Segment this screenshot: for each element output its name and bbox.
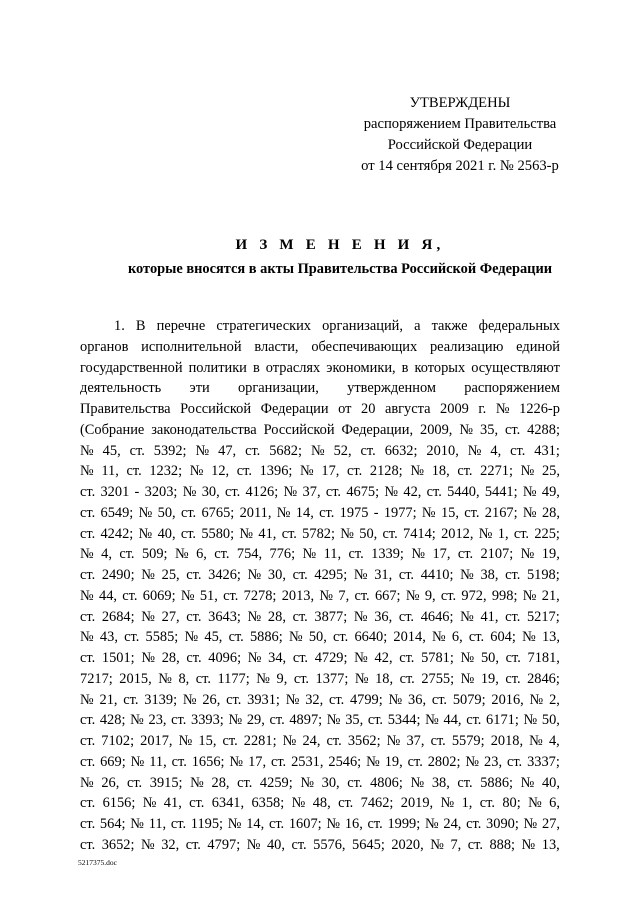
body-line: № 43, ст. 5585; № 45, ст. 5886; № 50, ст. 6640; 2014, № 6, ст. 604; № 13, xyxy=(80,629,560,646)
body-line: ст. 6156; № 41, ст. 6341, 6358; № 48, ст. 7462; 2019, № 1, ст. 80; № 6, xyxy=(80,795,560,812)
document-subtitle: которые вносятся в акты Правительства Российской Федерации xyxy=(127,261,553,277)
approval-line: распоряжением Правительства xyxy=(363,116,557,132)
approval-block xyxy=(330,93,590,177)
body-line: 7217; 2015, № 8, ст. 1177; № 9, ст. 1377; № 18, ст. 2755; № 19, ст. 2846; xyxy=(80,670,560,687)
body-line: № 4, ст. 509; № 6, ст. 754, 776; № 11, ст. 1339; № 17, ст. 2107; № 19, xyxy=(80,546,560,563)
body-line: органов исполнительной власти, обеспечивающих реализацию единой xyxy=(80,338,560,355)
body-line: ст. 3201 - 3203; № 30, ст. 4126; № 37, ст. 4675; № 42, ст. 5440, 5441; № 49, xyxy=(80,484,560,500)
body-line: ст. 6549; № 50, ст. 6765; 2011, № 14, ст. 1975 - 1977; № 15, ст. 2167; № 28, xyxy=(80,504,560,521)
doc-id-footer: 5217375.doc xyxy=(78,858,117,867)
body-line: деятельность эти организации, утвержденном распоряжением xyxy=(80,380,560,397)
document-title: И З М Е Н Е Н И Я, xyxy=(235,237,445,253)
approval-line: от 14 сентября 2021 г. № 2563-р xyxy=(361,158,559,174)
body-line: № 44, ст. 6069; № 51, ст. 7278; 2013, № 7, ст. 667; № 9, ст. 972, 998; № 21, xyxy=(80,587,560,604)
body-line: ст. 428; № 23, ст. 3393; № 29, ст. 4897; № 35, ст. 5344; № 44, ст. 6171; № 50, xyxy=(80,712,560,729)
body-line: № 45, ст. 5392; № 47, ст. 5682; № 52, ст. 6632; 2010, № 4, ст. 431; xyxy=(80,442,560,459)
body-line: № 21, ст. 3139; № 26, ст. 3931; № 32, ст. 4799; № 36, ст. 5079; 2016, № 2, xyxy=(80,691,560,708)
body-line: ст. 669; № 11, ст. 1656; № 17, ст. 2531, 2546; № 19, ст. 2802; № 23, ст. 3337; xyxy=(80,753,560,770)
body-line: Правительства Российской Федерации от 20 августа 2009 г. № 1226-р xyxy=(80,401,560,417)
body-line: ст. 7102; 2017, № 15, ст. 2281; № 24, ст. 3562; № 37, ст. 5579; 2018, № 4, xyxy=(80,733,560,749)
approval-title: УТВЕРЖДЕНЫ xyxy=(409,95,511,111)
body-line: ст. 3652; № 32, ст. 4797; № 40, ст. 5576, 5645; 2020, № 7, ст. 888; № 13, xyxy=(80,836,560,853)
approval-line: Российской Федерации xyxy=(387,137,533,153)
body-line: № 26, ст. 3915; № 28, ст. 4259; № 30, ст. 4806; № 38, ст. 5886; № 40, xyxy=(80,774,560,791)
body-line: (Собрание законодательства Российской Федерации, 2009, № 35, ст. 4288; xyxy=(80,421,560,438)
body-line: ст. 4242; № 40, ст. 5580; № 41, ст. 5782; № 50, ст. 7414; 2012, № 1, ст. 225; xyxy=(80,525,560,542)
body-line: ст. 2490; № 25, ст. 3426; № 30, ст. 4295; № 31, ст. 4410; № 38, ст. 5198; xyxy=(80,567,560,583)
body-line: ст. 1501; № 28, ст. 4096; № 34, ст. 4729; № 42, ст. 5781; № 50, ст. 7181, xyxy=(80,650,560,666)
body-line: государственной политики в отраслях экономики, в которых осуществляют xyxy=(80,359,560,376)
body-line: 1. В перечне стратегических организаций, а также федеральных xyxy=(114,318,560,334)
body-line: ст. 2684; № 27, ст. 3643; № 28, ст. 3877; № 36, ст. 4646; № 41, ст. 5217; xyxy=(80,608,560,625)
body-line: № 11, ст. 1232; № 12, ст. 1396; № 17, ст. 2128; № 18, ст. 2271; № 25, xyxy=(80,463,560,480)
body-text xyxy=(80,316,560,856)
body-line: ст. 564; № 11, ст. 1195; № 14, ст. 1607; № 16, ст. 1999; № 24, ст. 3090; № 27, xyxy=(80,816,560,832)
